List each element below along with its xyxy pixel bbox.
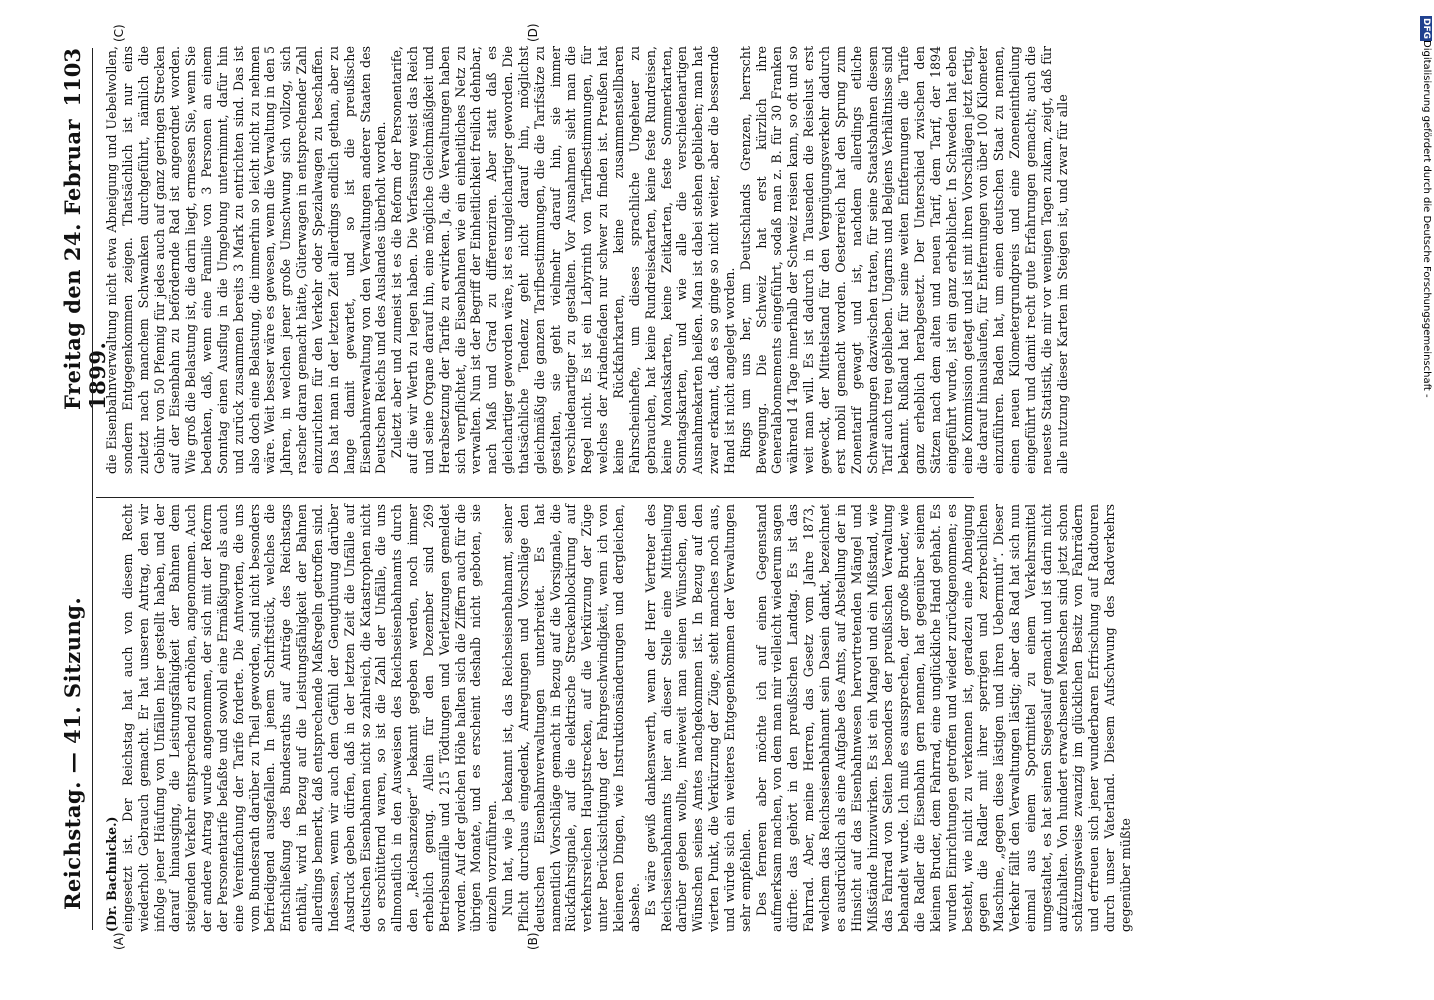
text-column-right [104,46,1070,474]
header-rule [92,48,93,930]
paragraph: Nun hat, wie ja bekannt ist, das Reichseisenbahnamt, seiner Pflicht durchaus eingedenk, Anregungen und Vorschläge den deutschen Eisenbahnverwaltungen unterbreitet. Es hat namentlich Vorschläge gemacht in Bezug auf die Vorsignale, die Rückfahrsignale, auf die elektrische Streckenblockirung auf verkehrsreichen Hauptstrecken, auf die Verkürzung der Züge unter Berücksichtigung der Fahrgeschwindigkeit, wenn ich von kleineren Dingen, wie Instruktionsänderungen und dergleichen, absehe. [500,504,642,932]
text-column-left [104,504,1133,932]
margin-marker-c: (C) [112,24,126,42]
margin-marker-a: (A) [112,932,126,950]
running-header [58,48,110,930]
paragraph: Es wäre gewiß dankenswerth, wenn der Herr Vertreter des Reichseisenbahnamts hier an dieser Stelle eine Mittheilung darüber geben wollte, inwieweit man seinen Wünschen, den Wünschen seines Amtes nachgekommen ist. In Bezug auf den vierten Punkt, die Verkürzung der Züge, steht manches noch aus, und würde sich ein weiteres Entgegenkommen der Verwaltungen sehr empfehlen. [642,504,753,932]
column-divider [96,497,974,498]
speaker-name: (Dr. Bachnicke.) [104,816,119,932]
paragraph: eingesetzt ist. Der Reichstag hat auch von diesem Recht wiederholt Gebrauch gemacht. Er hat unseren Antrag, den wir infolge jener Häufung von Unfällen hier gestellt haben, und der darauf hinausging, die Leistungsfähigkeit der Bahnen dem steigenden Verkehr entsprechend zu erhöhen, angenommen. Auch der andere Antrag wurde angenommen, der sich mit der Reform der Personentarife befaßte und sowohl eine Ermäßigung als auch eine Vereinfachung der Tarife forderte. Die Antworten, die uns vom Bundesrath darüber zu Theil geworden, sind nicht besonders befriedigend ausgefallen. In jenem Schriftstück, welches die Entschließung des Bundesraths auf Anträge des Reichstags enthält, wird in Bezug auf die Leistungsfähigkeit der Bahnen allerdings bemerkt, daß entsprechende Maßregeln getroffen sind. Indessen, wenn wir auch dem Gefühl der Genugthuung darüber Ausdruck geben dürfen, daß in der letzten Zeit die Unfälle auf deutschen Eisenbahnen nicht so zahlreich, die Katastrophen nicht so erschütternd waren, so ist die Zahl der Unfälle, die uns allmonatlich in den Ausweisen des Reichseisenbahnamts durch den „Reichsanzeiger“ bekannt gegeben werden, noch immer erheblich genug. Allein für den Dezember sind 269 Betriebsunfälle und 215 Tödtungen und Verletzungen gemeldet worden. Auf der gleichen Höhe halten sich die Ziffern auch für die übrigen Monate, und es erscheint deshalb nicht geboten, sie einzeln vorzuführen. [119,504,500,932]
dfg-logo: DFG [1421,18,1431,40]
margin-marker-d: (D) [526,23,540,42]
digitization-credit [1420,12,1432,988]
paragraph: Rings um uns her, um Deutschlands Grenzen, herrscht Bewegung. Die Schweiz hat erst kürzlich ihre Generalabonnements eingeführt, sodaß man z. B. für 30 Franken während 14 Tage innerhalb der Schweiz reisen kann, so oft und so weit man will. Es ist dadurch in Tausenden die Reiselust erst geweckt, der Mittelstand für den Vergnügungsverkehr dadurch erst mobil gemacht worden. Oesterreich hat den Sprung zum Zonentarif gewagt und ist, nachdem allerdings etliche Schwankungen dazwischen traten, für seine Staatsbahnen diesem Tarif auch treu geblieben. Ungarns und Belgiens Verhältnisse sind bekannt. Rußland hat für seine weiten Entfernungen die Tarife ganz erheblich herabgesetzt. Der Unterschied zwischen den Sätzen nach dem alten und neuen Tarif, dem Tarif, der 1894 eingeführt wurde, ist ein ganz erheblicher. In Schweden hat eben eine Kommission getagt und ist mit ihren Vorschlägen jetzt fertig, die darauf hinauslaufen, für Entfernungen von über 100 Kilometer einzuführen. Baden hat, um einen deutschen Staat zu nennen, einen neuen Kilometergrundpreis und eine Zoneneintheilung eingeführt und damit recht gute Erfahrungen gemacht; auch die neueste Statistik, die mir vor wenigen Tagen zukam, zeigt, daß für alle nutzung dieser Karten im Steigen ist, und zwar für alle [737,46,1070,474]
margin-marker-b: (B) [526,932,540,950]
page-number: 1103 [60,48,85,107]
header-date: Freitag den 24. Februar 1899. [60,118,110,410]
paragraph: Des ferneren aber möchte ich auf einen Gegenstand aufmerksam machen, von dem man mir vielleicht wiederum sagen dürfte: das gehört in den preußischen Landtag. Es ist das Fahrrad. Aber, meine Herren, das Gesetz vom Jahre 1873, welchem das Reichseisenbahnamt sein Dasein dankt, bezeichnet es ausdrücklich als eine Aufgabe des Amts, auf Abstellung der in Hinsicht auf das Eisenbahnwesen hervortretenden Mängel und Mißstände hinzuwirken. Es ist ein Mangel und ein Mißstand, wie das Fahrrad von Seiten besonders der preußischen Verwaltung behandelt wurde. Ich muß es aussprechen, der große Bruder, wie die Radler die Eisenbahn gern nennen, hat gegenüber seinem kleinen Bruder, dem Fahrrad, eine unglückliche Hand gehabt. Es wurden Einrichtungen getroffen und wieder zurückgenommen; es besteht, wie nicht zu verkennen ist, geradezu eine Abneigung gegen die Radler mit ihrer sperrigen und zerbrechlichen Maschine, „gegen diese lästigen und ihren Uebermuth“. Dieser Verkehr fällt den Verwaltungen lästig; aber das Rad hat sich nun einmal aus einem Sportmittel zu einem Verkehrsmittel umgestaltet, es hat seinen Siegeslauf gemacht und ist darin nicht aufzuhalten. Von hundert erwachsenen Menschen sind jetzt schon schätzungsweise zwanzig im glücklichen Besitz von Fahrrädern und erfreuen sich jener wunderbaren Erfrischung auf Radtouren durch unser Vaterland. Diesem Aufschwung des Radverkehrs gegenüber müßte [753,504,1133,932]
paragraph: Zuletzt aber und zumeist ist es die Reform der Personentarife, auf die wir Werth zu legen haben. Die Verfassung weist das Reich und seine Organe darauf hin, eine mögliche Gleichmäßigkeit und Herabsetzung der Tarife zu erwirken. Ja, die Verwaltungen haben sich verpflichtet, die Eisenbahnen wie ein einheitliches Netz zu verwalten. Nun ist der Begriff der Einheitlichkeit freilich dehnbar, nach Maß und Grad zu differenziren. Aber statt daß es gleichartiger geworden wäre, ist es ungleichartiger geworden. Die thatsächliche Tendenz geht nicht darauf hin, möglichst gleichmäßig die ganzen Tarifbestimmungen, die die Tarifsätze zu gestalten, sie geht vielmehr darauf hin, sie immer verschiedenartiger zu gestalten. Vor Ausnahmen sieht man die Regel nicht. Es ist ein Labyrinth von Tarifbestimmungen, für welches der Ariadnefaden nur schwer zu finden ist. Preußen hat keine Rückfahrkarten, keine zusammenstellbaren Fahrscheinhefte, um dieses sprachliche Ungeheuer zu gebrauchen, hat keine Rundreisekarten, keine feste Rundreisen, keine Monatskarten, keine Zeitkarten, feste Sommerkarten, Sonntagskarten, und wie alle die verschiedenartigen Ausnahmekarten heißen. Man ist dabei stehen geblieben; man hat zwar erkannt, daß es so ginge so nicht weiter, aber die bessernde Hand ist nicht angelegt worden. [389,46,737,474]
digitization-note: Digitalisierung gefördert durch die Deutsche Forschungsgemeinschaft - [1421,40,1432,398]
header-session-title: Reichstag. — 41. Sitzung. [60,596,85,910]
paragraph: die Eisenbahnverwaltung nicht etwa Abneigung und Uebelwollen, sondern Entgegenkommen zeigen. Thatsächlich ist nur eins zuletzt nach manchem Schwanken durchgeführt, nämlich die Gebühr von 50 Pfennig für jedes auch auf ganz geringen Strecken auf der Eisenbahn zu befördernde Rad ist angeordnet worden. Wie groß die Belastung ist, die darin liegt, ermessen Sie, wenn Sie bedenken, daß, wenn eine Familie von 3 Personen an einem Sonntag einen Ausflug in die Umgebung unternimmt, dafür hin und zurück zusammen bereits 3 Mark zu entrichten sind. Das ist also doch eine Belastung, die immerhin so leicht nicht zu nehmen wäre. Weit besser wäre es gewesen, wenn die Verwaltung in den 5 Jahren, in welchen jener große Umschwung sich vollzog, sich rascher daran gemacht hätte, Güterwagen in entsprechender Zahl einzurichten für den Verkehr oder Spezialwagen zu beschaffen. Das hat man in der letzten Zeit allerdings endlich gethan, aber zu lange damit gewartet, und so ist die preußische Eisenbahnverwaltung von den Verwaltungen anderer Staaten des Deutschen Reichs und des Auslandes überholt worden. [104,46,389,474]
